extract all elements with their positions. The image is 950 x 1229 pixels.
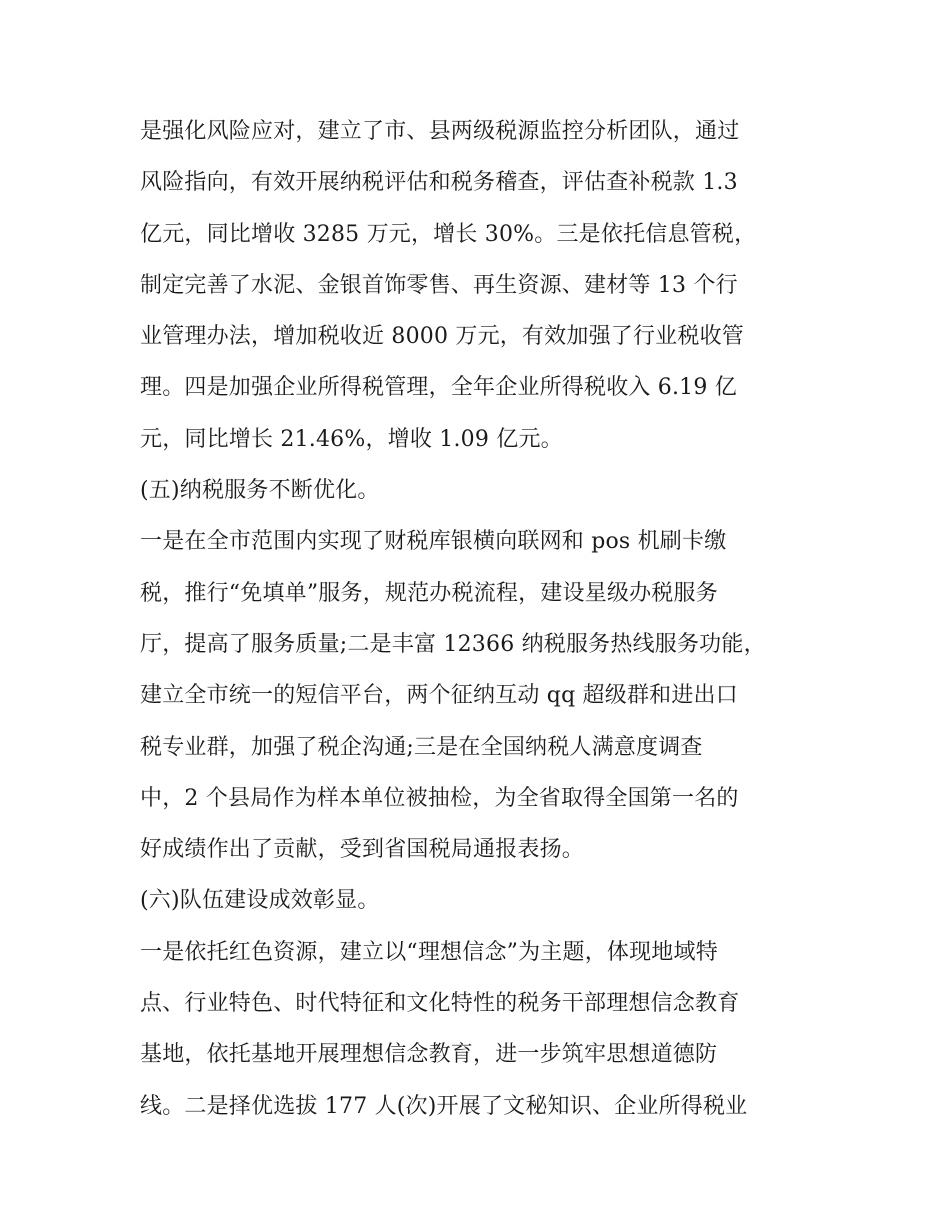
text-line: 税专业群，加强了税企沟通;三是在全国纳税人满意度调查 [140, 734, 703, 760]
section-heading-6: (六)队伍建设成效彰显。 [140, 888, 380, 914]
text-line: 理。四是加强企业所得税管理，全年企业所得税收入 6.19 亿 [140, 375, 737, 401]
text-line: 亿元，同比增收 3285 万元，增长 30%。三是依托信息管税， [140, 221, 757, 247]
text-line: 元，同比增长 21.46%，增收 1.09 亿元。 [140, 426, 563, 452]
body-text [140, 106, 820, 1132]
text-line: 中，2 个县局作为样本单位被抽检，为全省取得全国第一名的 [140, 785, 739, 811]
text-line: 是强化风险应对，建立了市、县两级税源监控分析团队，通过 [140, 119, 740, 144]
text-line: 基地，依托基地开展理想信念教育，进一步筑牢思想道德防 [140, 1042, 718, 1068]
text-line: 风险指向，有效开展纳税评估和税务稽查，评估查补税款 1.3 [140, 170, 738, 196]
text-line: 一是在全市范围内实现了财税库银横向联网和 pos 机刷卡缴 [140, 529, 727, 555]
text-line: 一是依托红色资源，建立以“理想信念”为主题，体现地域特 [140, 939, 718, 965]
text-line: 建立全市统一的短信平台，两个征纳互动 qq 超级群和进出口 [140, 683, 738, 709]
text-line: 点、行业特色、时代特征和文化特性的税务干部理想信念教育 [140, 991, 740, 1017]
text-line: 线。二是择优选拔 177 人(次)开展了文秘知识、企业所得税业 [140, 1093, 748, 1119]
text-line: 税，推行“免填单”服务，规范办税流程，建设星级办税服务 [140, 580, 718, 606]
text-line: 业管理办法，增加税收近 8000 万元，有效加强了行业税收管 [140, 324, 744, 350]
section-heading-5: (五)纳税服务不断优化。 [140, 478, 380, 504]
text-line: 好成绩作出了贡献，受到省国税局通报表扬。 [140, 837, 585, 863]
text-line: 制定完善了水泥、金银首饰零售、再生资源、建材等 13 个行 [140, 272, 738, 298]
text-line: 厅，提高了服务质量;二是丰富 12366 纳税服务热线服务功能， [140, 631, 766, 657]
